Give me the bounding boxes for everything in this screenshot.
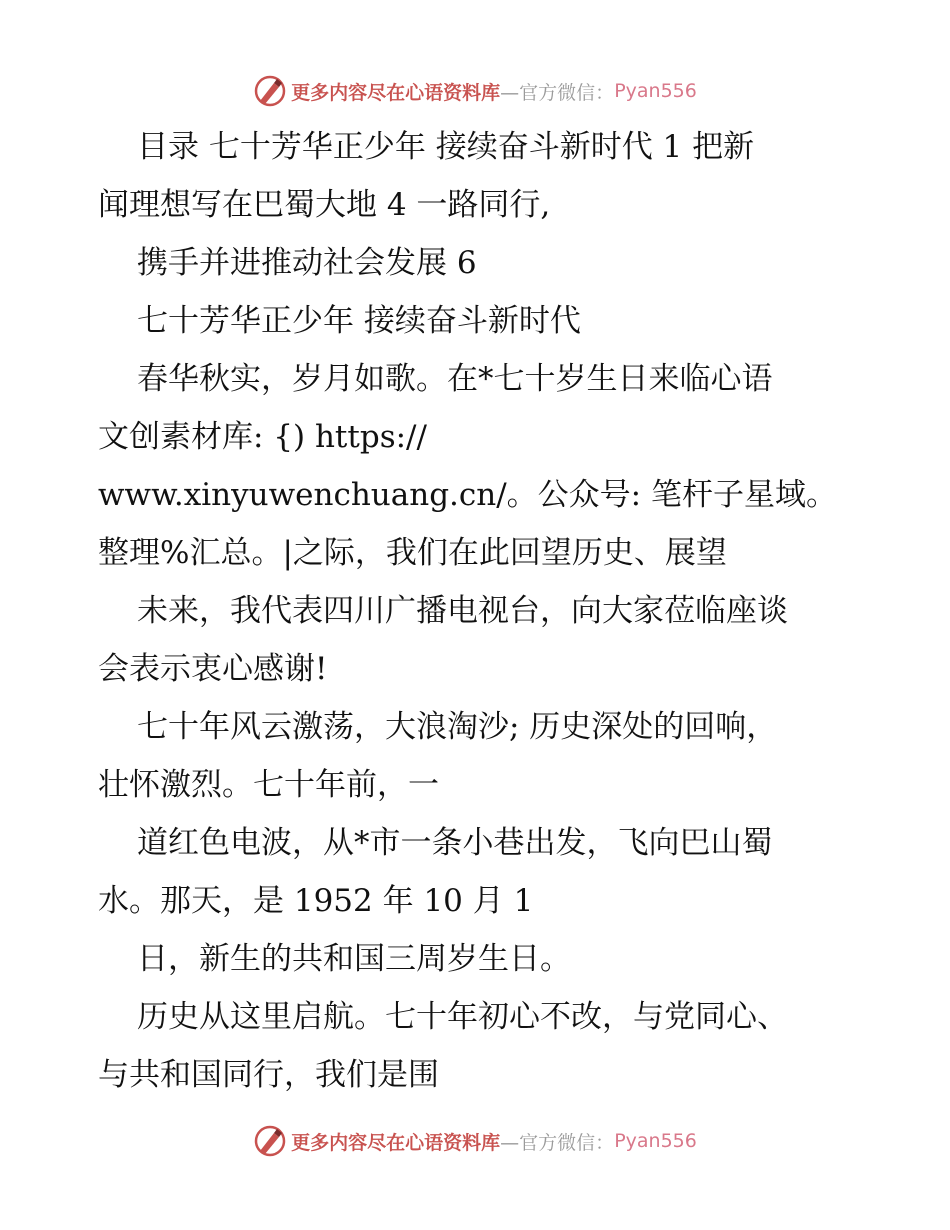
footer-watermark — [0, 1124, 950, 1158]
watermark-title: 更多内容尽在心语资料库 — [291, 81, 501, 104]
watermark-wechat-id: Pyan556 — [614, 80, 697, 102]
text-line: 整理%汇总。|之际，我们在此回望历史、展望 — [98, 535, 727, 571]
text-line: 未来，我代表四川广播电视台，向大家莅临座谈 — [137, 593, 788, 629]
text-line: 历史从这里启航。七十年初心不改，与党同心、 — [137, 999, 788, 1035]
text-line: 水。那天，是 1952 年 10 月 1 — [98, 883, 534, 919]
text-line: 会表示衷心感谢! — [98, 651, 328, 687]
header-watermark — [0, 74, 950, 108]
watermark-title: 更多内容尽在心语资料库 — [291, 1131, 501, 1154]
pen-logo-icon — [253, 1124, 287, 1158]
text-line: 春华秋实，岁月如歌。在*七十岁生日来临心语 — [137, 361, 773, 397]
watermark-separator: —官方微信： — [500, 1131, 615, 1154]
text-line: 目录 七十芳华正少年 接续奋斗新时代 1 把新 — [137, 129, 755, 165]
watermark-separator: —官方微信： — [500, 81, 615, 104]
text-line: 壮怀激烈。七十年前，一 — [98, 767, 439, 803]
text-line: 携手并进推动社会发展 6 — [137, 245, 477, 281]
pen-logo-icon — [253, 74, 287, 108]
text-line: 七十年风云激荡，大浪淘沙; 历史深处的回响， — [137, 709, 778, 745]
document-body — [98, 118, 878, 1104]
text-line: 与共和国同行，我们是围 — [98, 1057, 439, 1093]
text-line: 文创素材库: {) https:// — [98, 419, 427, 455]
text-line: 日，新生的共和国三周岁生日。 — [137, 941, 571, 977]
text-line: 道红色电波，从*市一条小巷出发，飞向巴山蜀 — [137, 825, 773, 861]
text-line: 闻理想写在巴蜀大地 4 一路同行, — [98, 187, 551, 223]
text-line: 七十芳华正少年 接续奋斗新时代 — [137, 303, 581, 339]
text-line: www.xinyuwenchuang.cn/。公众号: 笔杆子星域。 — [98, 477, 837, 513]
watermark-wechat-id: Pyan556 — [614, 1130, 697, 1152]
